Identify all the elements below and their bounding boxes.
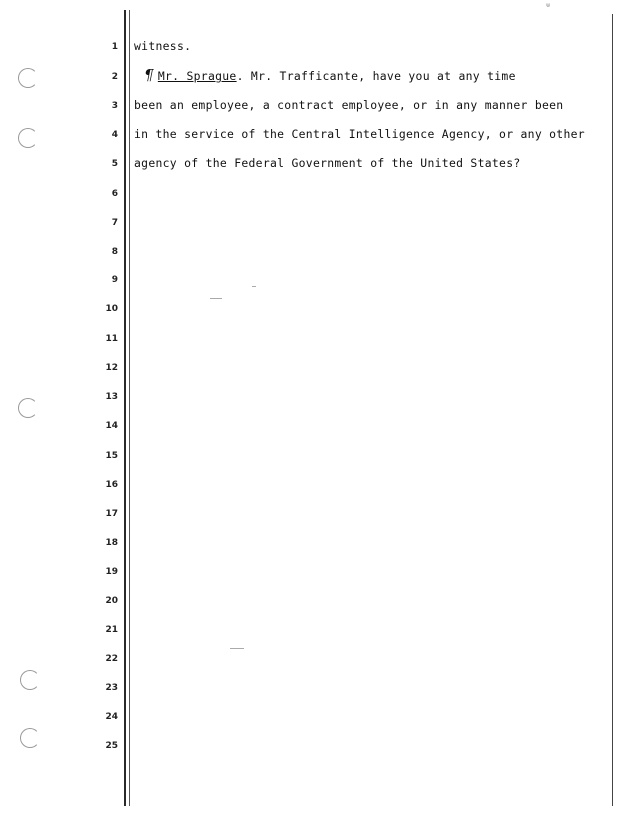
transcript-text: in the service of the Central Intelligence Agency, or any other [134,127,585,141]
transcript-line-1 [134,39,191,53]
line-number: 5 [111,159,118,169]
line-number: 6 [111,189,118,199]
line-number: 16 [105,480,118,490]
line-number: 22 [105,654,118,664]
line-number: 10 [105,304,118,314]
line-number: 23 [105,683,118,693]
scan-speck [252,286,256,287]
line-number: 13 [105,392,118,402]
left-margin-rule-inner [129,10,130,806]
line-number: 4 [111,130,118,140]
binder-hole-mark [18,398,38,418]
scan-speck [210,298,222,299]
line-number: 17 [105,509,118,519]
line-number: 9 [111,275,118,285]
line-number: 11 [105,334,118,344]
page-corner-mark: ᵘ [545,2,552,13]
transcript-line-2 [134,66,516,84]
line-number: 3 [111,101,118,111]
right-margin-rule [612,14,613,806]
transcript-line-3 [134,98,563,112]
line-number: 15 [105,451,118,461]
paragraph-mark: ¶ [144,66,154,84]
transcript-line-4 [134,127,585,141]
transcript-text: been an employee, a contract employee, or in any manner been [134,98,564,112]
line-number: 20 [105,596,118,606]
line-number: 25 [105,741,118,751]
binder-hole-mark [18,68,38,88]
line-number: 2 [111,72,118,82]
line-number: 12 [105,363,118,373]
transcript-line-5 [134,156,521,170]
left-margin-rule [124,10,126,806]
line-number: 21 [105,625,118,635]
scan-speck [230,648,244,649]
transcript-text: . Mr. Trafficante, have you at any time [236,69,516,83]
line-number: 1 [111,42,118,52]
binder-hole-mark [18,128,38,148]
transcript-text: agency of the Federal Government of the United States? [134,156,521,170]
line-number: 19 [105,567,118,577]
binder-hole-mark [20,670,40,690]
line-number: 14 [105,421,118,431]
transcript-text: witness. [134,39,192,53]
line-number: 24 [105,712,118,722]
binder-hole-mark [20,728,40,748]
line-number: 7 [111,218,118,228]
speaker-name: Mr. Sprague [157,69,237,83]
line-number: 8 [111,247,118,257]
line-number: 18 [105,538,118,548]
